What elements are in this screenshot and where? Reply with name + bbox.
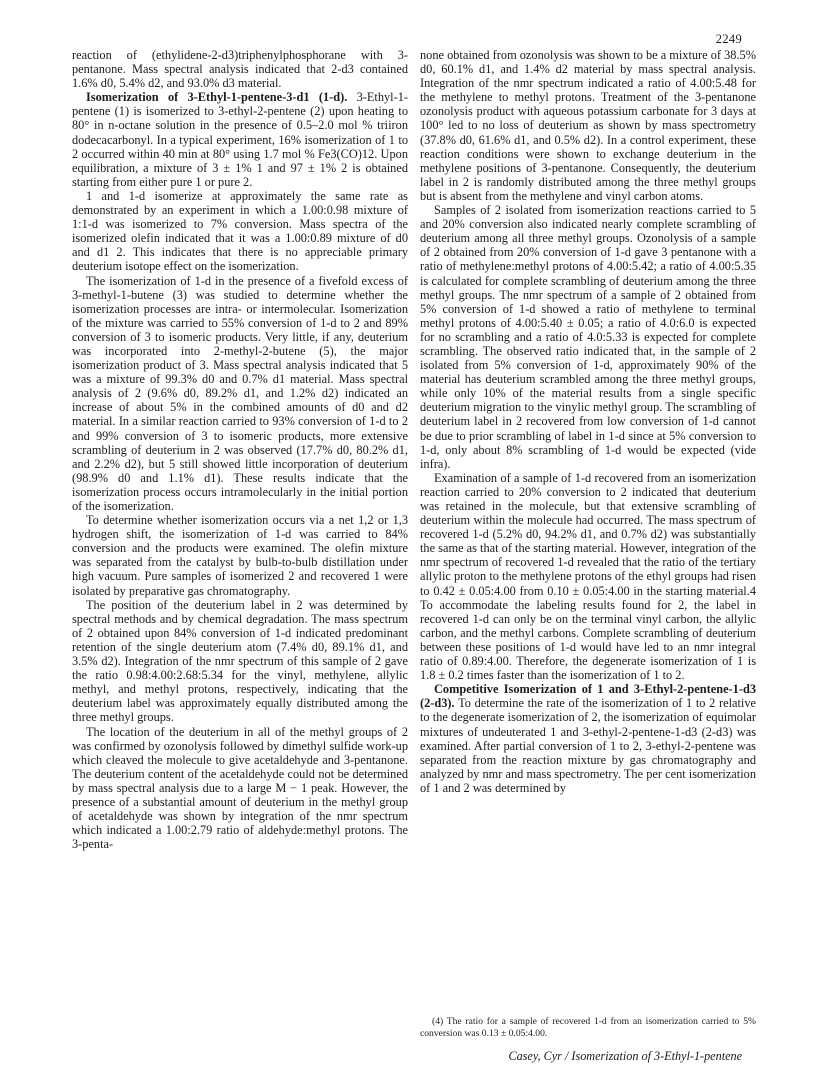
section-heading: Isomerization of 3-Ethyl-1-pentene-3-d1 (1-d). — [86, 90, 348, 105]
section-paragraph — [72, 90, 408, 189]
section-heading: Competitive Isomerization of 1 and 3-Ethyl-2-pentene-1-d3 (2-d3). — [420, 682, 756, 711]
paragraph: The position of the deuterium label in 2 was determined by spectral methods and by chemical degradation. The mass spectrum of 2 obtained upon 84% conversion of 1-d indicated predominant retention of the single deuterium atom (7.4% d0, 89.1% d1, and 3.5% d2). Integration of the nmr spectrum of this sample of 2 gave the ratio 0.98:4.00:2.68:5.34 for the vinyl, methylene, allylic methyl, and methyl protons, respectively, indicating that the deuterium label was approximately equally distributed among the three methyl groups. — [72, 597, 408, 725]
paragraph-text: 3-Ethyl-1-pentene (1) is isomerized to 3-ethyl-2-pentene (2) upon heating to 80° in n-octane solution in the presence of 0.5–2.0 mol % triiron dodecacarbonyl. In a typical experiment, 16% isomerization of 1 to 2 occurred within 40 min at 80° using 1.7 mol % Fe3(CO)12. Upon equilibration, a mixture of 3 ± 1% 1 and 97 ± 1% 2 is obtained starting from either pure 1 or pure 2. — [72, 90, 408, 189]
paragraph: Samples of 2 isolated from isomerization reactions carried to 5 and 20% conversion also indicated nearly complete scrambling of deuterium among all three methyl groups. Ozonolysis of a sample of 2 obtained from 20% conversion of 1-d gave 3 pentanone with a ratio of methylene:methyl protons of 4.00:5.42; a ratio of 4.00:5.35 is calculated for complete scrambling of deuterium among the three methyl groups. The nmr spectrum of a sample of 2 obtained from 5% conversion of 1-d showed a ratio of methylene to terminal methyl protons of 4.00:5.40 ± 0.05; a ratio of 4.0:6.0 is expected for no scrambling and a ratio of 4.0:5.33 is expected for complete scrambling. The observed ratio indicated that, in the sample of 2 isolated from 5% conversion of 1-d, approximately 90% of the material has deuterium scrambled among the three methyl groups, while only 10% of the material results from a single specific deuterium migration to the vinylic methyl group. The scrambling of deuterium label in 2 recovered from low conversion of 1-d cannot be due to prior scrambling of label in 1-d since at 5% conversion to 1-d, only about 8% scrambling of 1-d would be expected (vide infra). — [420, 203, 756, 471]
page-number: 2249 — [715, 32, 742, 46]
footnote: (4) The ratio for a sample of recovered 1-d from an isomerization carried to 5% conversion was 0.13 ± 0.05:4.00. — [420, 1016, 756, 1039]
paragraph: none obtained from ozonolysis was shown to be a mixture of 38.5% d0, 60.1% d1, and 1.4% d2 material by mass spectral analysis. Integration of the nmr spectrum indicated a ratio of 4.00:5.48 for the methylene to methyl protons. Treatment of the 3-pentanone ozonolysis product with aqueous potassium carbonate for 3 days at 100° led to no loss of deuterium as shown by mass spectrometry (37.8% d0, 61.6% d1, and 0.5% d2). In a control experiment, these reaction conditions were shown to exchange deuterium in the methylene positions of 3-pentanone. Consequently, the deuterium label in 2 is randomly distributed among the three methyl groups but is absent from the methylene and vinyl carbon atoms. — [420, 48, 756, 203]
right-column — [420, 48, 756, 795]
running-footer: Casey, Cyr / Isomerization of 3-Ethyl-1-pentene — [508, 1049, 742, 1063]
paragraph: 1 and 1-d isomerize at approximately the same rate as demonstrated by an experiment in which a 1.00:0.98 mixture of 1:1-d was isomerized to 7% conversion. Mass spectra of the isomerized olefin indicated that it was a 1.00:0.89 mixture of d0 and d1 2. This indicates that there is no appreciable primary deuterium isotope effect on the isomerization. — [72, 188, 408, 274]
paragraph: The location of the deuterium in all of the methyl groups of 2 was confirmed by ozonolysis followed by dimethyl sulfide work-up which cleaved the molecule to give acetaldehyde and 3-pentanone. The deuterium content of the acetaldehyde could not be determined by mass spectral analysis due to a large M − 1 peak. However, the presence of a substantial amount of deuterium in the methyl group of acetaldehyde was shown by integration of the nmr spectrum which indicated a 1.00:2.79 ratio of aldehyde:methyl protons. The 3-penta- — [72, 724, 408, 852]
paragraph: The isomerization of 1-d in the presence of a fivefold excess of 3-methyl-1-butene (3) was studied to determine whether the isomerization processes are intra- or intermolecular. Isomerization of the mixture was carried to 55% conversion of 1-d to 2 and 89% conversion of 3 to isomeric products. Very little, if any, deuterium was incorporated into 2-methyl-2-butene (5), the major isomerization product of 3. Mass spectral analysis indicated that 5 was a mixture of 99.3% d0 and 0.7% d1 material. Mass spectral analysis of 2 (9.6% d0, 89.2% d1, and 1.2% d2) indicated an increase of about 5% in the combined amounts of d0 and d2 material. In a similar reaction carried to 93% conversion of 1-d to 2 and 99% conversion of 3 to isomeric products, more extensive scrambling of deuterium in 2 was observed (17.7% d0, 80.2% d1, and 2.2% d2), but 5 still showed little incorporation of deuterium (98.9% d0 and 1.1% d1). These results indicate that the isomerization process occurs intramolecularly in the initial portion of the isomerization. — [72, 273, 408, 513]
paragraph-text: To determine the rate of the isomerization of 1 to 2 relative to the degenerate isomerization of 2, the isomerization of equimolar mixtures of undeuterated 1 and 3-ethyl-2-pentene-1-d3 (2-d3) was examined. After partial conversion of 1 to 2, 3-ethyl-2-pentene was separated from the reaction mixture by gas chromatography and analyzed by nmr and mass spectrometry. The per cent isomerization of 1 and 2 was determined by — [420, 696, 756, 795]
paragraph: reaction of (ethylidene-2-d3)triphenylphosphorane with 3-pentanone. Mass spectral analysis indicated that 2-d3 contained 1.6% d0, 5.4% d2, and 93.0% d3 material. — [72, 48, 408, 91]
paragraph: To determine whether isomerization occurs via a net 1,2 or 1,3 hydrogen shift, the isomerization of 1-d was carried to 84% conversion and the products were examined. The olefin mixture was separated from the catalyst by bulb-to-bulb distillation under high vacuum. Pure samples of isomerized 2 and recovered 1 were isolated by preparative gas chromatography. — [72, 513, 408, 598]
section-paragraph — [420, 682, 756, 795]
paragraph: Examination of a sample of 1-d recovered from an isomerization reaction carried to 20% conversion to 2 indicated that deuterium was retained in the molecule, but that extensive scrambling of deuterium within the molecule had occurred. The mass spectrum of recovered 1-d (5.2% d0, 94.2% d1, and 0.7% d2) was substantially the same as that of the starting material. However, integration of the nmr spectrum of recovered 1-d revealed that the ratio of the tertiary allylic proton to the methylene protons of the ethyl groups had risen to 0.42 ± 0.05:4.00 from 0.10 ± 0.05:4.00 in the starting material.4 To accommodate the labeling results found for 2, the label in recovered 1-d can only be on the terminal vinyl carbon, the allylic carbon, and the methyl carbons. Complete scrambling of deuterium between these positions of 1-d would have led to an nmr integral ratio of 0.89:4.00. Therefore, the degenerate isomerization of 1 is 1.8 ± 0.2 times faster than the isomerization of 1 to 2. — [420, 470, 756, 683]
left-column — [72, 48, 408, 851]
